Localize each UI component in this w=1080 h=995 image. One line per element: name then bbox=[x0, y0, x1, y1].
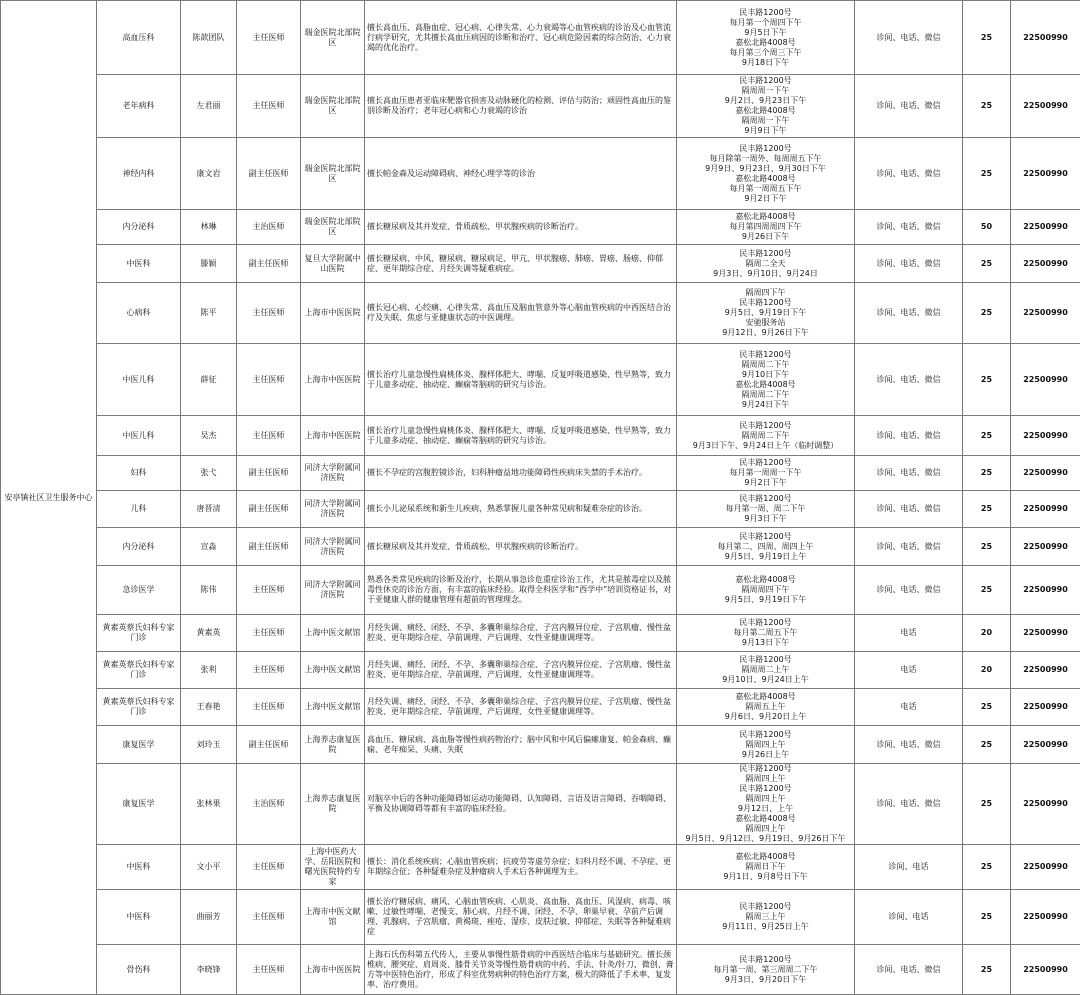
schedule-line: 民丰路1200号 bbox=[679, 955, 852, 965]
schedule-line: 9月18日下午 bbox=[679, 58, 852, 68]
schedule-line: 9月3日、9月10日、9月24日 bbox=[679, 269, 852, 279]
schedule-line: 民丰路1200号 bbox=[679, 655, 852, 665]
service-mode-cell: 诊间、电话、微信 bbox=[855, 138, 963, 210]
service-mode-cell: 诊间、电话、微信 bbox=[855, 245, 963, 283]
table-row bbox=[1, 726, 1080, 764]
specialty-cell: 擅长糖尿病及其并发症、骨质疏松、甲状腺疾病的诊断治疗。 bbox=[365, 528, 677, 566]
schedule-line: 隔周二全天 bbox=[679, 259, 852, 269]
doctor-name-cell: 唐晋清 bbox=[181, 491, 237, 528]
doctor-title-cell: 主任医师 bbox=[237, 615, 301, 652]
schedule-line: 民丰路1200号 bbox=[679, 298, 852, 308]
hospital-cell: 上海市中医医院 bbox=[301, 416, 365, 456]
service-mode-cell: 诊间、电话、微信 bbox=[855, 764, 963, 845]
schedule-line: 民丰路1200号 bbox=[679, 764, 852, 774]
quota-cell: 25 bbox=[963, 344, 1011, 416]
schedule-line: 安驰服务站 bbox=[679, 318, 852, 328]
service-mode-cell: 诊间、电话、微信 bbox=[855, 528, 963, 566]
doctor-title-cell: 副主任医师 bbox=[237, 138, 301, 210]
specialty-cell: 擅长帕金森及运动障碍病、神经心理学等的诊治 bbox=[365, 138, 677, 210]
department-cell: 黄素英蔡氏妇科专家门诊 bbox=[97, 652, 181, 689]
doctor-title-cell: 主任医师 bbox=[237, 890, 301, 945]
hospital-cell: 上海市中医医院 bbox=[301, 344, 365, 416]
phone-cell: 22500990 bbox=[1011, 689, 1080, 726]
schedule-line: 每月第一个周四下午 bbox=[679, 18, 852, 28]
department-cell: 康复医学 bbox=[97, 764, 181, 845]
quota-cell: 25 bbox=[963, 764, 1011, 845]
doctor-title-cell: 副主任医师 bbox=[237, 245, 301, 283]
hospital-cell: 上海中医文献馆 bbox=[301, 689, 365, 726]
doctor-name-cell: 陈平 bbox=[181, 283, 237, 344]
schedule-cell bbox=[677, 528, 855, 566]
phone-cell: 22500990 bbox=[1011, 210, 1080, 245]
schedule-line: 隔周周二下午 bbox=[679, 360, 852, 370]
department-cell: 内分泌科 bbox=[97, 528, 181, 566]
department-cell: 急诊医学 bbox=[97, 566, 181, 615]
specialty-cell: 擅长治疗糖尿病、痛风、心脑血管疾病、心肌炎、高血脂、高血压、风湿病、病毒、咳嗽、过敏性哮喘、老慢支、肺心病、月经不调、闭经、不孕、卵巢早衰、孕前产后调理、乳腺病、子宫肌瘤、黄褐斑、痤疮、湿疹、皮肤过敏、抑郁症、失眠等各种疑难病症 bbox=[365, 890, 677, 945]
doctor-title-cell: 主任医师 bbox=[237, 416, 301, 456]
quota-cell: 25 bbox=[963, 416, 1011, 456]
phone-cell: 22500990 bbox=[1011, 456, 1080, 491]
table-row bbox=[1, 528, 1080, 566]
hospital-cell: 同济大学附属同济医院 bbox=[301, 456, 365, 491]
table-row bbox=[1, 491, 1080, 528]
hospital-cell: 瑞金医院北部院区 bbox=[301, 138, 365, 210]
phone-cell: 22500990 bbox=[1011, 764, 1080, 845]
schedule-cell bbox=[677, 652, 855, 689]
schedule-cell bbox=[677, 138, 855, 210]
table-row bbox=[1, 652, 1080, 689]
schedule-cell bbox=[677, 764, 855, 845]
schedule-line: 每月除第一周外、每周周五下午 bbox=[679, 154, 852, 164]
schedule-line: 9月5日、9月12日、9月19日、9月26日下午 bbox=[679, 834, 852, 844]
doctor-title-cell: 副主任医师 bbox=[237, 491, 301, 528]
schedule-line: 每月第一周、第三周周二下午 bbox=[679, 965, 852, 975]
service-mode-cell: 电话 bbox=[855, 615, 963, 652]
schedule-line: 嘉松北路4008号 bbox=[679, 692, 852, 702]
service-mode-cell: 电话 bbox=[855, 652, 963, 689]
schedule-cell bbox=[677, 283, 855, 344]
doctor-title-cell: 副主任医师 bbox=[237, 726, 301, 764]
quota-cell: 25 bbox=[963, 283, 1011, 344]
doctor-name-cell: 滕颖 bbox=[181, 245, 237, 283]
schedule-cell bbox=[677, 726, 855, 764]
schedule-line: 每月第二、四周、周四上午 bbox=[679, 542, 852, 552]
specialty-cell: 擅长糖尿病及其并发症、骨质疏松、甲状腺疾病的诊断治疗。 bbox=[365, 210, 677, 245]
table-row bbox=[1, 245, 1080, 283]
hospital-cell: 瑞金医院北部院区 bbox=[301, 210, 365, 245]
quota-cell: 25 bbox=[963, 138, 1011, 210]
phone-cell: 22500990 bbox=[1011, 283, 1080, 344]
table-row bbox=[1, 945, 1080, 995]
schedule-cell bbox=[677, 615, 855, 652]
specialty-cell: 擅长小儿泌尿系统和新生儿疾病，熟悉掌握儿童各种常见病和疑难杂症的诊治。 bbox=[365, 491, 677, 528]
quota-cell: 20 bbox=[963, 615, 1011, 652]
hospital-cell: 上海中医文献馆 bbox=[301, 652, 365, 689]
schedule-cell bbox=[677, 456, 855, 491]
quota-cell: 50 bbox=[963, 210, 1011, 245]
hospital-cell: 瑞金医院北部院区 bbox=[301, 75, 365, 138]
doctor-name-cell: 黄素英 bbox=[181, 615, 237, 652]
organization-cell: 安亭镇社区卫生服务中心 bbox=[1, 1, 97, 995]
phone-cell: 22500990 bbox=[1011, 726, 1080, 764]
doctor-name-cell: 左君丽 bbox=[181, 75, 237, 138]
specialty-cell: 擅长冠心病、心绞痛、心律失常、高血压及脑血管意外等心脑血管疾病的中西医结合治疗及失眠、焦虑与亚健康状态的中医调理。 bbox=[365, 283, 677, 344]
schedule-line: 每月第一周周一下午 bbox=[679, 468, 852, 478]
specialty-cell: 月经失调、痛经、闭经、不孕、多囊卵巢综合症、子宫内膜异位症、子宫肌瘤、慢性盆腔炎、更年期综合症、孕前调理、产后调理、女性亚健康调理等。 bbox=[365, 689, 677, 726]
schedule-line: 每月第一周、周二下午 bbox=[679, 504, 852, 514]
schedule-line: 9月3日下午 bbox=[679, 514, 852, 524]
hospital-cell: 同济大学附属同济医院 bbox=[301, 491, 365, 528]
table-row bbox=[1, 890, 1080, 945]
schedule-line: 民丰路1200号 bbox=[679, 76, 852, 86]
schedule-line: 嘉松北路4008号 bbox=[679, 380, 852, 390]
schedule-line: 隔周四下午 bbox=[679, 288, 852, 298]
schedule-line: 嘉松北路4008号 bbox=[679, 38, 852, 48]
schedule-line: 9月3日下午、9月24日上午（临时调整） bbox=[679, 441, 852, 451]
schedule-line: 每月第二周五下午 bbox=[679, 628, 852, 638]
department-cell: 黄素英蔡氏妇科专家门诊 bbox=[97, 615, 181, 652]
quota-cell: 25 bbox=[963, 1, 1011, 75]
doctor-name-cell: 陈歆团队 bbox=[181, 1, 237, 75]
doctor-name-cell: 曲丽芳 bbox=[181, 890, 237, 945]
doctor-title-cell: 主任医师 bbox=[237, 652, 301, 689]
doctor-title-cell: 主任医师 bbox=[237, 75, 301, 138]
schedule-cell bbox=[677, 491, 855, 528]
hospital-cell: 上海市中医医院 bbox=[301, 945, 365, 995]
doctor-title-cell: 副主任医师 bbox=[237, 456, 301, 491]
service-mode-cell: 诊间、电话、微信 bbox=[855, 566, 963, 615]
schedule-cell bbox=[677, 245, 855, 283]
schedule-cell bbox=[677, 1, 855, 75]
schedule-line: 9月5日、9月19日上午 bbox=[679, 552, 852, 562]
table-row bbox=[1, 210, 1080, 245]
phone-cell: 22500990 bbox=[1011, 75, 1080, 138]
schedule-line: 民丰路1200号 bbox=[679, 902, 852, 912]
schedule-line: 9月2日下午 bbox=[679, 478, 852, 488]
phone-cell: 22500990 bbox=[1011, 138, 1080, 210]
doctor-name-cell: 李晓锋 bbox=[181, 945, 237, 995]
schedule-line: 民丰路1200号 bbox=[679, 618, 852, 628]
quota-cell: 25 bbox=[963, 75, 1011, 138]
hospital-cell: 上海中医文献馆 bbox=[301, 615, 365, 652]
schedule-line: 9月10日、9月24日上午 bbox=[679, 675, 852, 685]
table-row bbox=[1, 689, 1080, 726]
schedule-line: 嘉松北路4008号 bbox=[679, 106, 852, 116]
department-cell: 神经内科 bbox=[97, 138, 181, 210]
quota-cell: 25 bbox=[963, 726, 1011, 764]
specialty-cell: 擅长治疗儿童急慢性扁桃体炎、腺样体肥大、哮喘、反复呼吸道感染、性早熟等，致力于儿童多动症、抽动症、癫痫等脑病的研究与诊治。 bbox=[365, 344, 677, 416]
doctor-name-cell: 康文岩 bbox=[181, 138, 237, 210]
table-row bbox=[1, 845, 1080, 890]
doctor-title-cell: 主任医师 bbox=[237, 566, 301, 615]
quota-cell: 25 bbox=[963, 689, 1011, 726]
specialty-cell: 擅长糖尿病、中风、糖尿病、糖尿病足、甲亢、甲状腺癌、肺癌、胃癌、肠癌、抑郁症、更年期综合症、月经失调等疑难病症。 bbox=[365, 245, 677, 283]
service-mode-cell: 诊间、电话、微信 bbox=[855, 945, 963, 995]
department-cell: 老年病科 bbox=[97, 75, 181, 138]
schedule-line: 隔周周四下午 bbox=[679, 585, 852, 595]
doctor-title-cell: 主任医师 bbox=[237, 945, 301, 995]
doctor-name-cell: 张弋 bbox=[181, 456, 237, 491]
schedule-line: 9月5日、9月19日下午 bbox=[679, 595, 852, 605]
schedule-cell bbox=[677, 890, 855, 945]
schedule-line: 隔周周二上午 bbox=[679, 665, 852, 675]
schedule-line: 9月9日下午 bbox=[679, 126, 852, 136]
specialty-cell: 月经失调、痛经、闭经、不孕、多囊卵巢综合症、子宫内膜异位症、子宫肌瘤、慢性盆腔炎、更年期综合症、孕前调理、产后调理、女性亚健康调理等。 bbox=[365, 615, 677, 652]
hospital-cell: 瑞金医院北部院区 bbox=[301, 1, 365, 75]
table-row bbox=[1, 138, 1080, 210]
department-cell: 高血压科 bbox=[97, 1, 181, 75]
specialty-cell: 擅长不孕症的宫腹腔镜诊治，妇科肿瘤益地功能障碍性疾病床失禁的手术治疗。 bbox=[365, 456, 677, 491]
hospital-cell: 同济大学附属同济医院 bbox=[301, 528, 365, 566]
doctor-name-cell: 宣淼 bbox=[181, 528, 237, 566]
schedule-line: 嘉松北路4008号 bbox=[679, 852, 852, 862]
schedule-line: 9月3日、9月20日下午 bbox=[679, 975, 852, 985]
schedule-line: 嘉松北路4008号 bbox=[679, 814, 852, 824]
hospital-cell: 上海市中医医院 bbox=[301, 283, 365, 344]
schedule-line: 9月2日下午 bbox=[679, 194, 852, 204]
doctor-title-cell: 副主任医师 bbox=[237, 528, 301, 566]
doctor-title-cell: 主任医师 bbox=[237, 1, 301, 75]
service-mode-cell: 诊间、电话、微信 bbox=[855, 283, 963, 344]
doctor-title-cell: 主任医师 bbox=[237, 845, 301, 890]
doctor-name-cell: 薛征 bbox=[181, 344, 237, 416]
schedule-line: 民丰路1200号 bbox=[679, 784, 852, 794]
table-row bbox=[1, 416, 1080, 456]
department-cell: 中医儿科 bbox=[97, 344, 181, 416]
department-cell: 中医儿科 bbox=[97, 416, 181, 456]
service-mode-cell: 诊间、电话、微信 bbox=[855, 726, 963, 764]
schedule-line: 隔周四上午 bbox=[679, 774, 852, 784]
specialty-cell: 擅长：消化系统疾病；心脑血管疾病；抗疲劳等虚劳杂症；妇科月经不调、不孕症、更年期综合征；各种疑难杂症及肿瘤病人手术后各种调理为主。 bbox=[365, 845, 677, 890]
quota-cell: 25 bbox=[963, 528, 1011, 566]
phone-cell: 22500990 bbox=[1011, 652, 1080, 689]
doctor-title-cell: 主治医师 bbox=[237, 764, 301, 845]
schedule-line: 民丰路1200号 bbox=[679, 421, 852, 431]
schedule-line: 9月9日、9月23日、9月30日下午 bbox=[679, 164, 852, 174]
quota-cell: 25 bbox=[963, 845, 1011, 890]
schedule-line: 民丰路1200号 bbox=[679, 249, 852, 259]
schedule-cell bbox=[677, 689, 855, 726]
service-mode-cell: 诊间、电话、微信 bbox=[855, 75, 963, 138]
table-row bbox=[1, 283, 1080, 344]
schedule-cell bbox=[677, 945, 855, 995]
schedule-cell bbox=[677, 344, 855, 416]
doctor-name-cell: 张利 bbox=[181, 652, 237, 689]
quota-cell: 20 bbox=[963, 652, 1011, 689]
specialty-cell: 擅长高血压、高脂血症、冠心病、心律失常、心力衰竭等心血管疾病的诊治及心血管流行病学研究，尤其擅长高血压病因的诊断和治疗、冠心病危险因素的综合防治、心力衰竭的优化治疗。 bbox=[365, 1, 677, 75]
service-mode-cell: 诊间、电话、微信 bbox=[855, 210, 963, 245]
schedule-line: 9月12日、9月26日下午 bbox=[679, 328, 852, 338]
quota-cell: 25 bbox=[963, 890, 1011, 945]
quota-cell: 25 bbox=[963, 245, 1011, 283]
schedule-line: 隔周四上午 bbox=[679, 794, 852, 804]
specialty-cell: 熟悉各类常见疾病的诊断及治疗，长期从事急诊危重症诊治工作，尤其是脓毒症以及脓毒性休克的诊治方面，有丰富的临床经验。取得全科医学和“西学中”培训资格证书，对于亚健康人群的健康管理有超前的管理理念。 bbox=[365, 566, 677, 615]
schedule-line: 每月第三个周三下午 bbox=[679, 48, 852, 58]
quota-cell: 25 bbox=[963, 566, 1011, 615]
schedule-line: 民丰路1200号 bbox=[679, 144, 852, 154]
specialty-cell: 对脑卒中后的各种功能障碍如运动功能障碍、认知障碍、言语及语言障碍、吞咽障碍、平衡及协调障碍等都有丰富的临床经验。 bbox=[365, 764, 677, 845]
schedule-line: 9月10日下午 bbox=[679, 370, 852, 380]
specialty-cell: 擅长治疗儿童急慢性扁桃体炎、腺样体肥大、哮喘、反复呼吸道感染、性早熟等，致力于儿童多动症、抽动症、癫痫等脑病的研究与诊治。 bbox=[365, 416, 677, 456]
schedule-line: 民丰路1200号 bbox=[679, 458, 852, 468]
doctor-name-cell: 张林果 bbox=[181, 764, 237, 845]
schedule-line: 嘉松北路4008号 bbox=[679, 212, 852, 222]
schedule-line: 隔周周二下午 bbox=[679, 390, 852, 400]
phone-cell: 22500990 bbox=[1011, 890, 1080, 945]
quota-cell: 25 bbox=[963, 945, 1011, 995]
hospital-cell: 上海市中医文献馆 bbox=[301, 890, 365, 945]
schedule-line: 民丰路1200号 bbox=[679, 730, 852, 740]
service-mode-cell: 诊间、电话、微信 bbox=[855, 456, 963, 491]
quota-cell: 25 bbox=[963, 491, 1011, 528]
doctor-name-cell: 文小平 bbox=[181, 845, 237, 890]
schedule-line: 每月第四周周四下午 bbox=[679, 222, 852, 232]
table-row bbox=[1, 1, 1080, 75]
service-mode-cell: 诊间、电话、微信 bbox=[855, 416, 963, 456]
table-row bbox=[1, 764, 1080, 845]
phone-cell: 22500990 bbox=[1011, 845, 1080, 890]
hospital-cell: 上海中医药大学、岳阳医院和曙光医院特约专家 bbox=[301, 845, 365, 890]
specialty-cell: 月经失调、痛经、闭经、不孕、多囊卵巢综合症、子宫内膜异位症、子宫肌瘤、慢性盆腔炎、更年期综合症、孕前调理、产后调理、女性亚健康调理等。 bbox=[365, 652, 677, 689]
department-cell: 中医科 bbox=[97, 890, 181, 945]
schedule-line: 每月第一周周五下午 bbox=[679, 184, 852, 194]
department-cell: 中医科 bbox=[97, 245, 181, 283]
doctor-title-cell: 主任医师 bbox=[237, 344, 301, 416]
department-cell: 心病科 bbox=[97, 283, 181, 344]
phone-cell: 22500990 bbox=[1011, 528, 1080, 566]
schedule-line: 民丰路1200号 bbox=[679, 8, 852, 18]
table-body bbox=[1, 1, 1080, 995]
specialty-cell: 擅长高血压患者亚临床靶器官损害及动脉硬化的检测、评估与防治；顽固性高血压的鉴别诊断及治疗；老年冠心病和心力衰竭的诊治 bbox=[365, 75, 677, 138]
phone-cell: 22500990 bbox=[1011, 1, 1080, 75]
department-cell: 妇科 bbox=[97, 456, 181, 491]
phone-cell: 22500990 bbox=[1011, 491, 1080, 528]
table-row bbox=[1, 456, 1080, 491]
phone-cell: 22500990 bbox=[1011, 945, 1080, 995]
table-row bbox=[1, 344, 1080, 416]
schedule-line: 隔周周一下午 bbox=[679, 116, 852, 126]
department-cell: 骨伤科 bbox=[97, 945, 181, 995]
schedule-line: 隔周日下午 bbox=[679, 862, 852, 872]
phone-cell: 22500990 bbox=[1011, 344, 1080, 416]
schedule-line: 9月1日、9月8号日下午 bbox=[679, 872, 852, 882]
department-cell: 中医科 bbox=[97, 845, 181, 890]
schedule-line: 9月26日上午 bbox=[679, 750, 852, 760]
service-mode-cell: 诊间、电话 bbox=[855, 890, 963, 945]
phone-cell: 22500990 bbox=[1011, 416, 1080, 456]
department-cell: 康复医学 bbox=[97, 726, 181, 764]
schedule-line: 民丰路1200号 bbox=[679, 532, 852, 542]
schedule-line: 隔周四上午 bbox=[679, 740, 852, 750]
schedule-line: 9月6日、9月20日上午 bbox=[679, 712, 852, 722]
service-mode-cell: 诊间、电话、微信 bbox=[855, 1, 963, 75]
schedule-line: 民丰路1200号 bbox=[679, 350, 852, 360]
doctor-title-cell: 主任医师 bbox=[237, 283, 301, 344]
schedule-line: 隔周四上午 bbox=[679, 824, 852, 834]
schedule-line: 9月24日下午 bbox=[679, 400, 852, 410]
schedule-line: 隔周周一下午 bbox=[679, 86, 852, 96]
schedule-line: 隔周三上午 bbox=[679, 912, 852, 922]
service-mode-cell: 诊间、电话、微信 bbox=[855, 491, 963, 528]
hospital-cell: 上海养志康复医院 bbox=[301, 764, 365, 845]
schedule-line: 9月2日、9月23日下午 bbox=[679, 96, 852, 106]
schedule-line: 民丰路1200号 bbox=[679, 494, 852, 504]
schedule-line: 隔周五上午 bbox=[679, 702, 852, 712]
specialty-cell: 上海石氏伤科第五代传人，主要从事慢性筋骨病的中西医结合临床与基础研究。擅长颈椎病、腰突症、肩周炎、膝骨关节炎等慢性筋骨病的中药、手法、针灸/针刀、微创、膏方等中医特色治疗，形成了科室优势病种的特色治疗方案，极大的降低了手术率、复发率、治疗费用。 bbox=[365, 945, 677, 995]
doctor-name-cell: 吴杰 bbox=[181, 416, 237, 456]
phone-cell: 22500990 bbox=[1011, 245, 1080, 283]
schedule-line: 嘉松北路4008号 bbox=[679, 575, 852, 585]
schedule-cell bbox=[677, 845, 855, 890]
doctor-name-cell: 陈伟 bbox=[181, 566, 237, 615]
hospital-cell: 复旦大学附属中山医院 bbox=[301, 245, 365, 283]
doctor-name-cell: 林琳 bbox=[181, 210, 237, 245]
table-row bbox=[1, 615, 1080, 652]
schedule-line: 9月5日下午 bbox=[679, 28, 852, 38]
schedule-line: 9月13日下午 bbox=[679, 638, 852, 648]
table-row bbox=[1, 75, 1080, 138]
schedule-line: 嘉松北路4008号 bbox=[679, 174, 852, 184]
service-mode-cell: 电话 bbox=[855, 689, 963, 726]
service-mode-cell: 诊间、电话 bbox=[855, 845, 963, 890]
service-mode-cell: 诊间、电话、微信 bbox=[855, 344, 963, 416]
schedule-line: 9月12日、上午 bbox=[679, 804, 852, 814]
specialty-cell: 高血压、糖尿病、高血脂等慢性病药物治疗；脑中风和中风后偏瘫康复、帕金森病、癫痫、老年痴呆、头痛、失眠 bbox=[365, 726, 677, 764]
department-cell: 儿科 bbox=[97, 491, 181, 528]
doctor-title-cell: 主治医师 bbox=[237, 210, 301, 245]
schedule-line: 9月26日下午 bbox=[679, 232, 852, 242]
schedule-line: 9月11日、9月25日上午 bbox=[679, 922, 852, 932]
phone-cell: 22500990 bbox=[1011, 615, 1080, 652]
schedule-cell bbox=[677, 210, 855, 245]
schedule-cell bbox=[677, 566, 855, 615]
schedule-cell bbox=[677, 75, 855, 138]
schedule-line: 隔周周二下午 bbox=[679, 431, 852, 441]
department-cell: 黄素英蔡氏妇科专家门诊 bbox=[97, 689, 181, 726]
hospital-cell: 上海养志康复医院 bbox=[301, 726, 365, 764]
phone-cell: 22500990 bbox=[1011, 566, 1080, 615]
schedule-cell bbox=[677, 416, 855, 456]
hospital-cell: 同济大学附属同济医院 bbox=[301, 566, 365, 615]
schedule-line: 9月5日、9月19日下午 bbox=[679, 308, 852, 318]
table-row bbox=[1, 566, 1080, 615]
doctor-name-cell: 王春艳 bbox=[181, 689, 237, 726]
department-cell: 内分泌科 bbox=[97, 210, 181, 245]
doctor-name-cell: 刘玲玉 bbox=[181, 726, 237, 764]
quota-cell: 25 bbox=[963, 456, 1011, 491]
doctor-title-cell: 主任医师 bbox=[237, 689, 301, 726]
